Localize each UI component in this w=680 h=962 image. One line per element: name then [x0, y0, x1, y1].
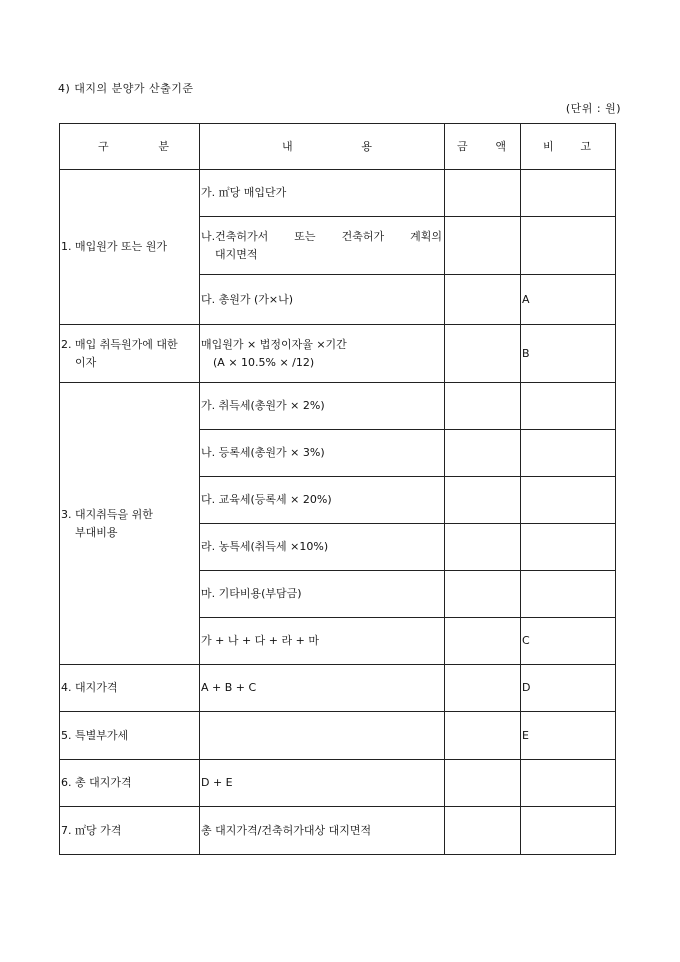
remark-cell: B	[521, 325, 616, 383]
table-row	[60, 712, 616, 760]
amount-cell	[445, 430, 521, 477]
amount-cell	[445, 477, 521, 524]
amount-cell	[445, 618, 521, 665]
amount-cell	[445, 760, 521, 807]
row-label: 7. ㎡당 가격	[60, 807, 200, 855]
table-row	[60, 383, 616, 430]
row-content: 가. ㎡당 매입단가	[200, 170, 445, 217]
table-row	[60, 665, 616, 712]
row-label: 2. 매입 취득원가에 대한 이자	[60, 325, 200, 383]
remark-cell: A	[521, 275, 616, 325]
row-content: A + B + C	[200, 665, 445, 712]
remark-cell	[521, 430, 616, 477]
row-content: 다. 총원가 (가×나)	[200, 275, 445, 325]
table-row	[60, 325, 616, 383]
row-content: D + E	[200, 760, 445, 807]
table-header-row	[60, 124, 616, 170]
row-label: 4. 대지가격	[60, 665, 200, 712]
remark-cell: E	[521, 712, 616, 760]
remark-cell	[521, 170, 616, 217]
remark-cell	[521, 571, 616, 618]
row-content: 나. 등록세(총원가 × 3%)	[200, 430, 445, 477]
amount-cell	[445, 275, 521, 325]
table-row	[60, 760, 616, 807]
table-row	[60, 170, 616, 217]
amount-cell	[445, 807, 521, 855]
header-amount: 금 액	[445, 124, 521, 170]
row-content: 다. 교육세(등록세 × 20%)	[200, 477, 445, 524]
section-title: 4) 대지의 분양가 산출기준	[58, 82, 194, 95]
header-category: 구 분	[60, 124, 200, 170]
amount-cell	[445, 170, 521, 217]
row-content: 가 + 나 + 다 + 라 + 마	[200, 618, 445, 665]
row-content: 나.건축허가서 또는 건축허가 계획의 대지면적	[200, 217, 445, 275]
unit-note: (단위 : 원)	[565, 102, 621, 115]
amount-cell	[445, 571, 521, 618]
remark-cell	[521, 524, 616, 571]
row-label: 1. 매입원가 또는 원가	[60, 170, 200, 325]
remark-cell	[521, 760, 616, 807]
row-content: 총 대지가격/건축허가대상 대지면적	[200, 807, 445, 855]
table-row	[60, 807, 616, 855]
row-content	[200, 712, 445, 760]
row-label: 6. 총 대지가격	[60, 760, 200, 807]
remark-cell: D	[521, 665, 616, 712]
remark-cell	[521, 477, 616, 524]
amount-cell	[445, 524, 521, 571]
header-content: 내 용	[200, 124, 445, 170]
amount-cell	[445, 325, 521, 383]
remark-cell	[521, 383, 616, 430]
amount-cell	[445, 217, 521, 275]
amount-cell	[445, 383, 521, 430]
row-label: 3. 대지취득을 위한 부대비용	[60, 383, 200, 665]
row-content: 라. 농특세(취득세 ×10%)	[200, 524, 445, 571]
row-content: 가. 취득세(총원가 × 2%)	[200, 383, 445, 430]
row-label: 5. 특별부가세	[60, 712, 200, 760]
row-content: 마. 기타비용(부담금)	[200, 571, 445, 618]
amount-cell	[445, 665, 521, 712]
remark-cell	[521, 217, 616, 275]
price-basis-table	[59, 123, 616, 855]
header-remark: 비 고	[521, 124, 616, 170]
remark-cell: C	[521, 618, 616, 665]
remark-cell	[521, 807, 616, 855]
row-content: 매입원가 × 법정이자율 ×기간 (A × 10.5% × /12)	[200, 325, 445, 383]
amount-cell	[445, 712, 521, 760]
